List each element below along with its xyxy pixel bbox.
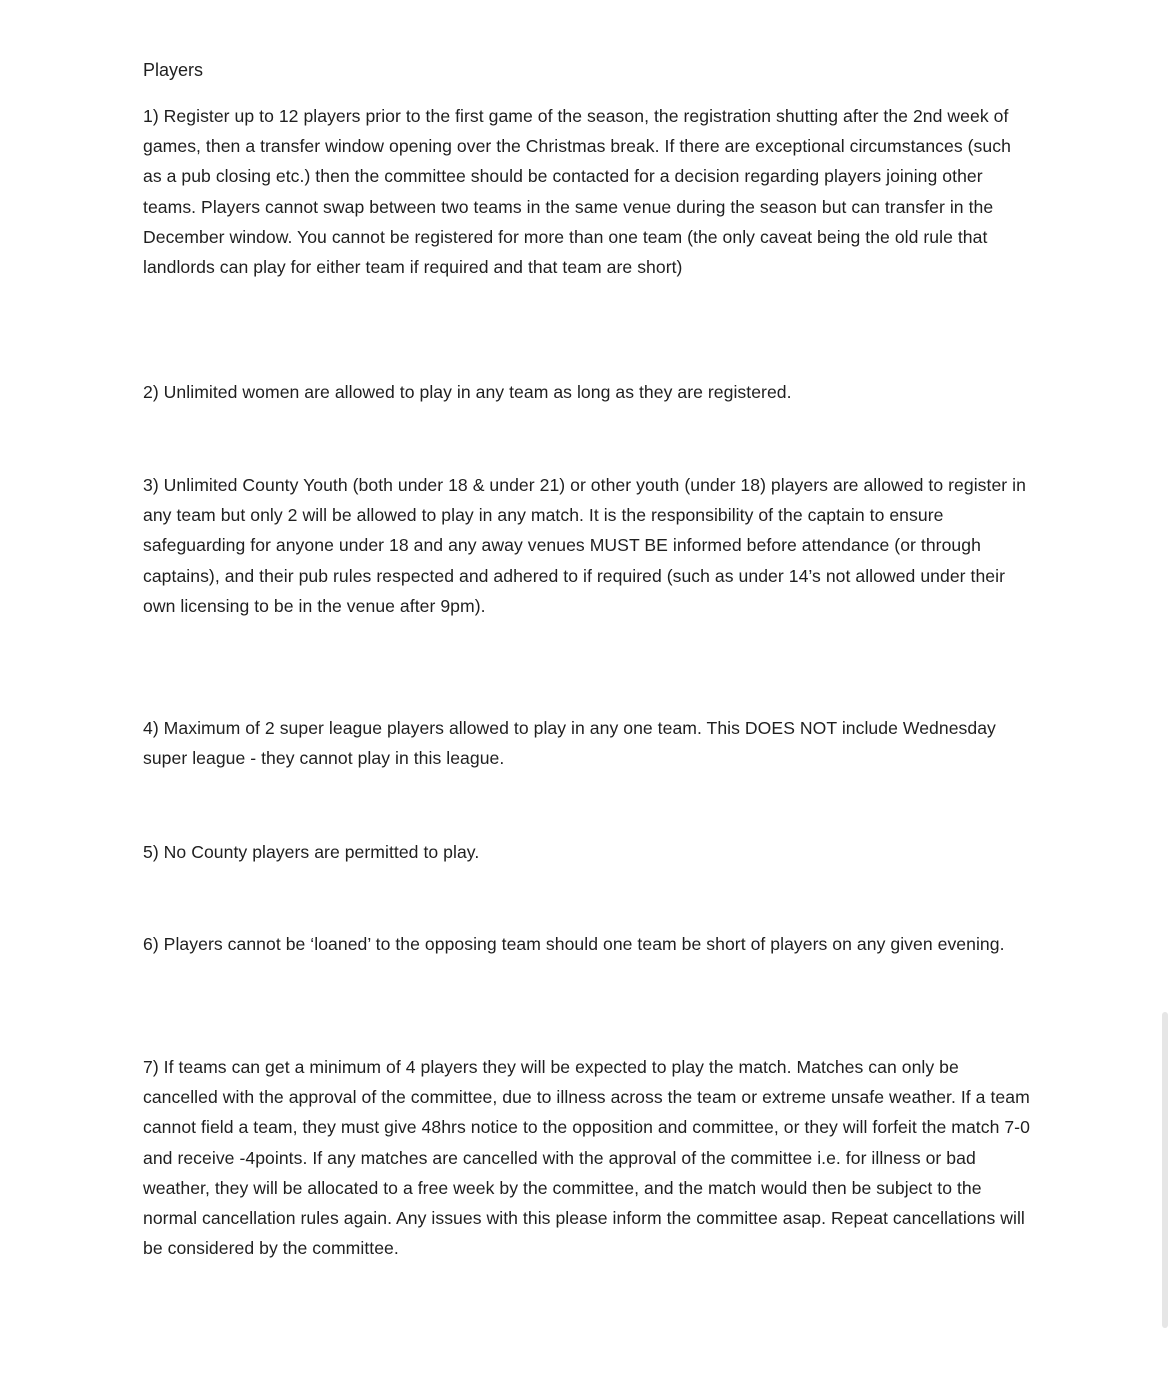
rule-paragraph-5: 5) No County players are permitted to play. bbox=[143, 842, 480, 862]
rule-paragraph-1: 1) Register up to 12 players prior to the first game of the season, the registration shutting after the 2nd week of games, then a transfer window opening over the Christmas break. If there are exceptional circumstances (such as a pub closing etc.) then the committee should be contacted for a decision regarding players joining other teams. Players cannot swap between two teams in the same venue during the season but can transfer in the December window. You cannot be registered for more than one team (the only caveat being the old rule that landlords can play for either team if required and that team are short) bbox=[143, 106, 1011, 278]
vertical-scrollbar[interactable] bbox=[1162, 1012, 1168, 1328]
rule-paragraph-4: 4) Maximum of 2 super league players allowed to play in any one team. This DOES NOT include Wednesday super league - they cannot play in this league. bbox=[143, 718, 996, 769]
rule-paragraph-6: 6) Players cannot be ‘loaned’ to the opposing team should one team be short of players on any given evening. bbox=[143, 934, 1005, 954]
page-title: Players bbox=[143, 60, 204, 80]
rule-paragraph-7: 7) If teams can get a minimum of 4 players they will be expected to play the match. Matches can only be cancelled with the approval of the committee, due to illness across the team or extreme unsafe weather. If a team cannot field a team, they must give 48hrs notice to the opposition and committee, or they will forfeit the match 7-0 and receive -4points. If any matches are cancelled with the approval of the committee i.e. for illness or bad weather, they will be allocated to a free week by the committee, and the match would then be subject to the normal cancellation rules again. Any issues with this please inform the committee asap. Repeat cancellations will be considered by the committee. bbox=[143, 1057, 1030, 1259]
rule-paragraph-2: 2) Unlimited women are allowed to play in any team as long as they are registered. bbox=[143, 382, 792, 402]
rule-paragraph-3: 3) Unlimited County Youth (both under 18 & under 21) or other youth (under 18) players are allowed to register in any team but only 2 will be allowed to play in any match. It is the responsibility of the captain to ensure safeguarding for anyone under 18 and any away venues MUST BE informed before attendance (or through captains), and their pub rules respected and adhered to if required (such as under 14’s not allowed under their own licensing to be in the venue after 9pm). bbox=[143, 475, 1026, 616]
